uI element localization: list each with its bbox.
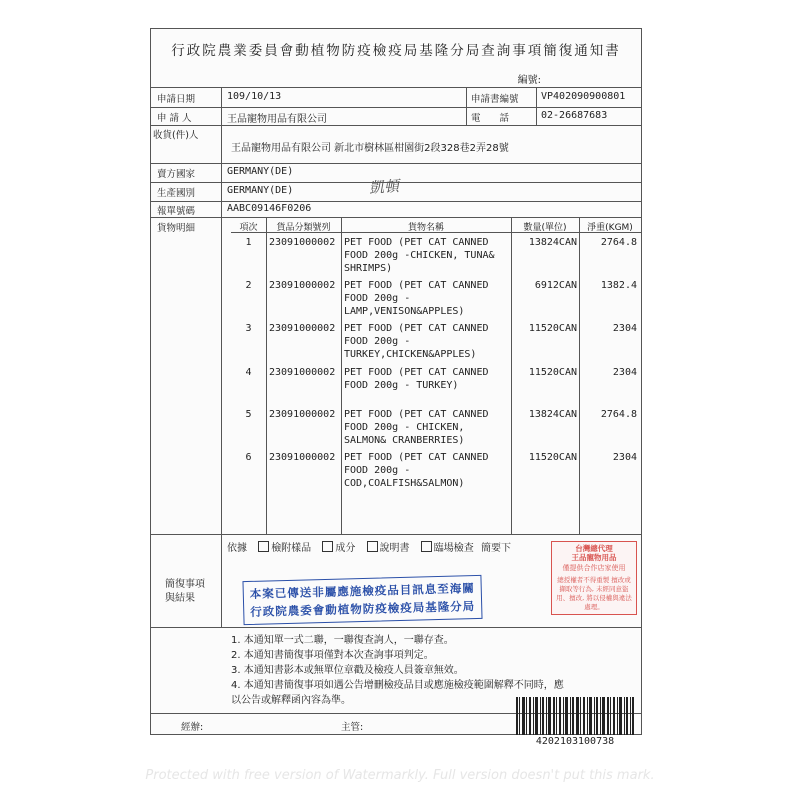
checkbox-manual[interactable] bbox=[367, 541, 378, 552]
phone: 02-26687683 bbox=[541, 110, 608, 121]
header-item-no: 項次 bbox=[239, 223, 258, 233]
serial-label: 編號: bbox=[517, 75, 541, 86]
consignee: 王品寵物用品有限公司 新北市樹林區柑園街2段328巷2弄28號 bbox=[231, 143, 509, 154]
checkbox-sample[interactable] bbox=[258, 541, 269, 552]
barcode-number: 4202103100738 bbox=[535, 736, 615, 747]
phone-label: 電 話 bbox=[471, 113, 510, 124]
supervisor-label: 主管: bbox=[341, 722, 364, 733]
application-no-label: 申請書編號 bbox=[471, 94, 519, 105]
note-item: 以公告或解釋函內容為準。 bbox=[231, 695, 351, 706]
origin-label: 生產國別 bbox=[157, 188, 196, 199]
basis-row: 依據 檢附樣品 成分 說明書 臨場檢查 簡要下 bbox=[227, 543, 511, 554]
seller-country: GERMANY(DE) bbox=[227, 166, 294, 177]
origin: GERMANY(DE) bbox=[227, 185, 294, 196]
checkbox-inspection[interactable] bbox=[421, 541, 432, 552]
header-name: 貨物名稱 bbox=[407, 223, 444, 233]
header-code: 貨品分類號列 bbox=[276, 223, 331, 233]
applicant-label: 申 請 人 bbox=[157, 113, 192, 124]
bill-no: AABC09146F0206 bbox=[227, 203, 312, 214]
header-qty: 數量(單位) bbox=[523, 223, 567, 233]
applicant: 王品寵物用品有限公司 bbox=[227, 114, 327, 125]
consignee-label: 收貨(件)人 bbox=[153, 130, 199, 141]
reply-label-2: 與結果 bbox=[165, 593, 195, 604]
note-item: 2. 本通知書簡復事項僅對本次查詢事項判定。 bbox=[231, 650, 434, 661]
goods-label: 貨物明細 bbox=[157, 223, 196, 234]
notification-form: 行政院農業委員會動植物防疫檢疫局基隆分局查詢事項簡復通知書 編號: 申請日期 109/10/13 申請書編號 VP402090900801 申 請 人 王品寵物用品有限公司 電 話 02-26687683 收貨(件)人 王品寵物用品有限公司 新北市樹林區柑園街2段328巷2弄28號 賣方國家 GERMANY(DE) 生產國別 GERMANY(DE) 凱頓 報單號碼 AABC09146F0206 貨物明細 項次 貨品分類號列 貨物名稱 數量(單位) 淨重(KGM) 1 23091000002 PET FOOD (PET CAT CANNED FOOD 200g -CHICKEN, TUNA& SHRIMPS) 13824CAN 2764.8 2 23091000002 PET FOOD (PET CAT CANNED FOOD 200g - LAMP,VENISON&APPLES) 6912CAN 1382.4 3 23091000002 PET FOOD (PET CAT CANNED FOOD 200g - TURKEY,CHICKEN&APPLES) 11520CAN 2304 4 23091000002 PET FOOD (PET CAT CANNED FOOD 200g - TURKEY) 11520CAN 2304 5 23091000002 PET FOOD (PET CAT CANNED FOOD 200g - CHICKEN, SALMON& CRANBERRIES) 13824CAN 2764.8 6 23091000002 PET FOOD (PET CAT CANNED FOOD 200g - COD,COALFISH&SALMON) 11520CAN 2304 依據 檢附樣品 成分 說明書 臨場檢查 簡要下 簡復事項 與結果 本案已傳送非屬應施檢疫品目訊息至海關 行政院農委會動植物防疫檢疫局基隆分局 台灣總代理 王品寵物用品 僅提供合作店家使用 總授權者不得重製 擅改或擷取等行為, 未經同意盜用、擅改, 將以侵權與違法處理。 1. 本通知單一式二聯，一聯復查詢人，一聯存查。 2. 本通知書簡復事項僅對本次查詢事項判定。 3. 本通知書影本或無單位章戳及檢疫人員簽章無效。 4. 本通知書簡復事項如遇公告增刪檢疫品目或應施檢疫範圍解釋不同時，應 以公告或解釋函內容為準。 經辦: 主管: bbox=[150, 28, 642, 735]
note-item: 3. 本通知書影本或無單位章戳及檢疫人員簽章無效。 bbox=[231, 665, 464, 676]
checkbox-ingredient[interactable] bbox=[322, 541, 333, 552]
note-item: 1. 本通知單一式二聯，一聯復查詢人，一聯存查。 bbox=[231, 635, 454, 646]
application-date-label: 申請日期 bbox=[157, 94, 196, 105]
reply-label-1: 簡復事項 bbox=[165, 579, 205, 590]
document-title: 行政院農業委員會動植物防疫檢疫局基隆分局查詢事項簡復通知書 bbox=[171, 43, 621, 59]
distributor-red-stamp: 台灣總代理 王品寵物用品 僅提供合作店家使用 總授權者不得重製 擅改或擷取等行為, 未經同意盜用、擅改, 將以侵權與違法處理。 bbox=[551, 541, 637, 615]
blue-stamp: 本案已傳送非屬應施檢疫品目訊息至海關 行政院農委會動植物防疫檢疫局基隆分局 bbox=[242, 575, 482, 625]
application-date: 109/10/13 bbox=[227, 91, 282, 102]
note-item: 4. 本通知書簡復事項如遇公告增刪檢疫品目或應施檢疫範圍解釋不同時，應 bbox=[231, 680, 564, 691]
barcode-graphic bbox=[516, 697, 634, 735]
basis-label: 依據 bbox=[227, 543, 247, 554]
header-weight: 淨重(KGM) bbox=[587, 223, 633, 233]
application-no: VP402090900801 bbox=[541, 91, 626, 102]
seller-country-label: 賣方國家 bbox=[157, 169, 196, 180]
handwritten-note: 凱頓 bbox=[368, 176, 400, 198]
handler-label: 經辦: bbox=[181, 722, 204, 733]
watermark-text: Protected with free version of Watermarkly. Full version doesn't put this mark. bbox=[145, 768, 655, 783]
bill-no-label: 報單號碼 bbox=[157, 206, 196, 217]
